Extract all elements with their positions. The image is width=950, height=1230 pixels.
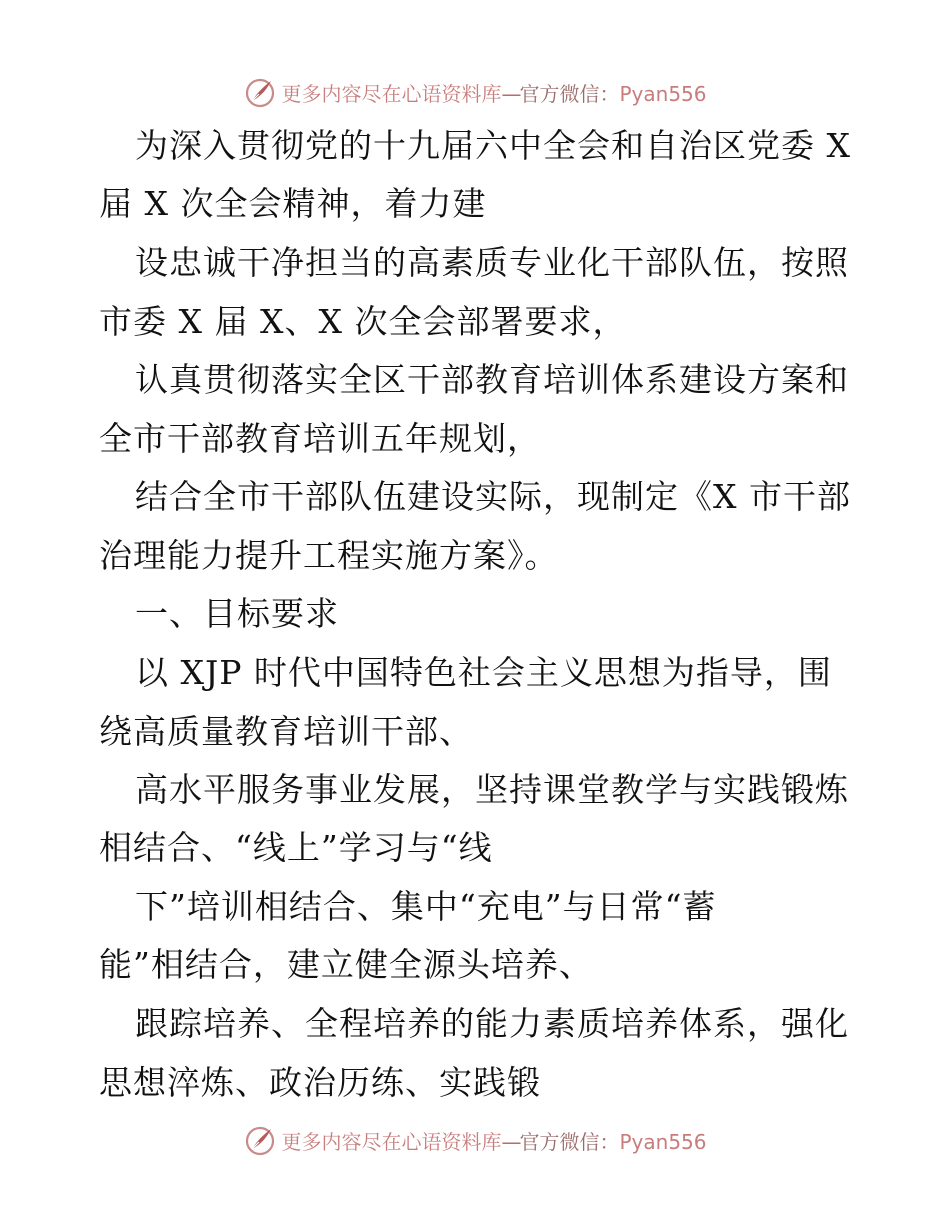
paragraph-line: 治理能力提升工程实施方案》。 xyxy=(99,536,559,575)
watermark-text xyxy=(281,1126,706,1155)
watermark-brand: 更多内容尽在心语资料库 xyxy=(281,81,502,106)
feather-pen-logo-icon xyxy=(243,75,277,109)
paragraph-line: 以 XJP 时代中国特色社会主义思想为指导，围 xyxy=(135,653,832,692)
paragraph-line: 高水平服务事业发展，坚持课堂教学与实践锻炼 xyxy=(135,770,849,809)
header-watermark-banner xyxy=(0,72,950,112)
paragraph-line: 全市干部教育培训五年规划， xyxy=(99,419,541,458)
paragraph-line: 届 X 次全会精神，着力建 xyxy=(99,184,487,223)
paragraph-line: 相结合、“线上”学习与“线 xyxy=(99,828,493,867)
watermark-wechat-account: Pyan556 xyxy=(619,81,707,106)
footer-watermark-banner xyxy=(0,1120,950,1160)
watermark-wechat-label: 官方微信： xyxy=(519,1129,620,1154)
watermark-separator: — xyxy=(501,1129,520,1154)
paragraph-line: 能”相结合，建立健全源头培养、 xyxy=(99,945,593,984)
paragraph-line: 市委 X 届 X、X 次全会部署要求， xyxy=(99,302,627,341)
watermark-separator: — xyxy=(501,81,520,106)
watermark-text xyxy=(281,78,706,107)
paragraph-line: 下”培训相结合、集中“充电”与日常“蓄 xyxy=(135,887,717,926)
watermark-wechat-account: Pyan556 xyxy=(619,1129,707,1154)
section-heading: 一、目标要求 xyxy=(135,594,339,633)
paragraph-line: 结合全市干部队伍建设实际，现制定《X 市干部 xyxy=(135,477,851,516)
watermark-wechat-label: 官方微信： xyxy=(519,81,620,106)
watermark-brand: 更多内容尽在心语资料库 xyxy=(281,1129,502,1154)
paragraph-line: 认真贯彻落实全区干部教育培训体系建设方案和 xyxy=(135,360,849,399)
paragraph-line: 跟踪培养、全程培养的能力素质培养体系，强化 xyxy=(135,1004,849,1043)
paragraph-line: 绕高质量教育培训干部、 xyxy=(99,712,473,751)
paragraph-line: 设忠诚干净担当的高素质专业化干部队伍，按照 xyxy=(135,243,849,282)
paragraph-line: 思想淬炼、政治历练、实践锻 xyxy=(99,1063,541,1102)
feather-pen-logo-icon xyxy=(243,1123,277,1157)
paragraph-line: 为深入贯彻党的十九届六中全会和自治区党委 X xyxy=(135,126,851,165)
